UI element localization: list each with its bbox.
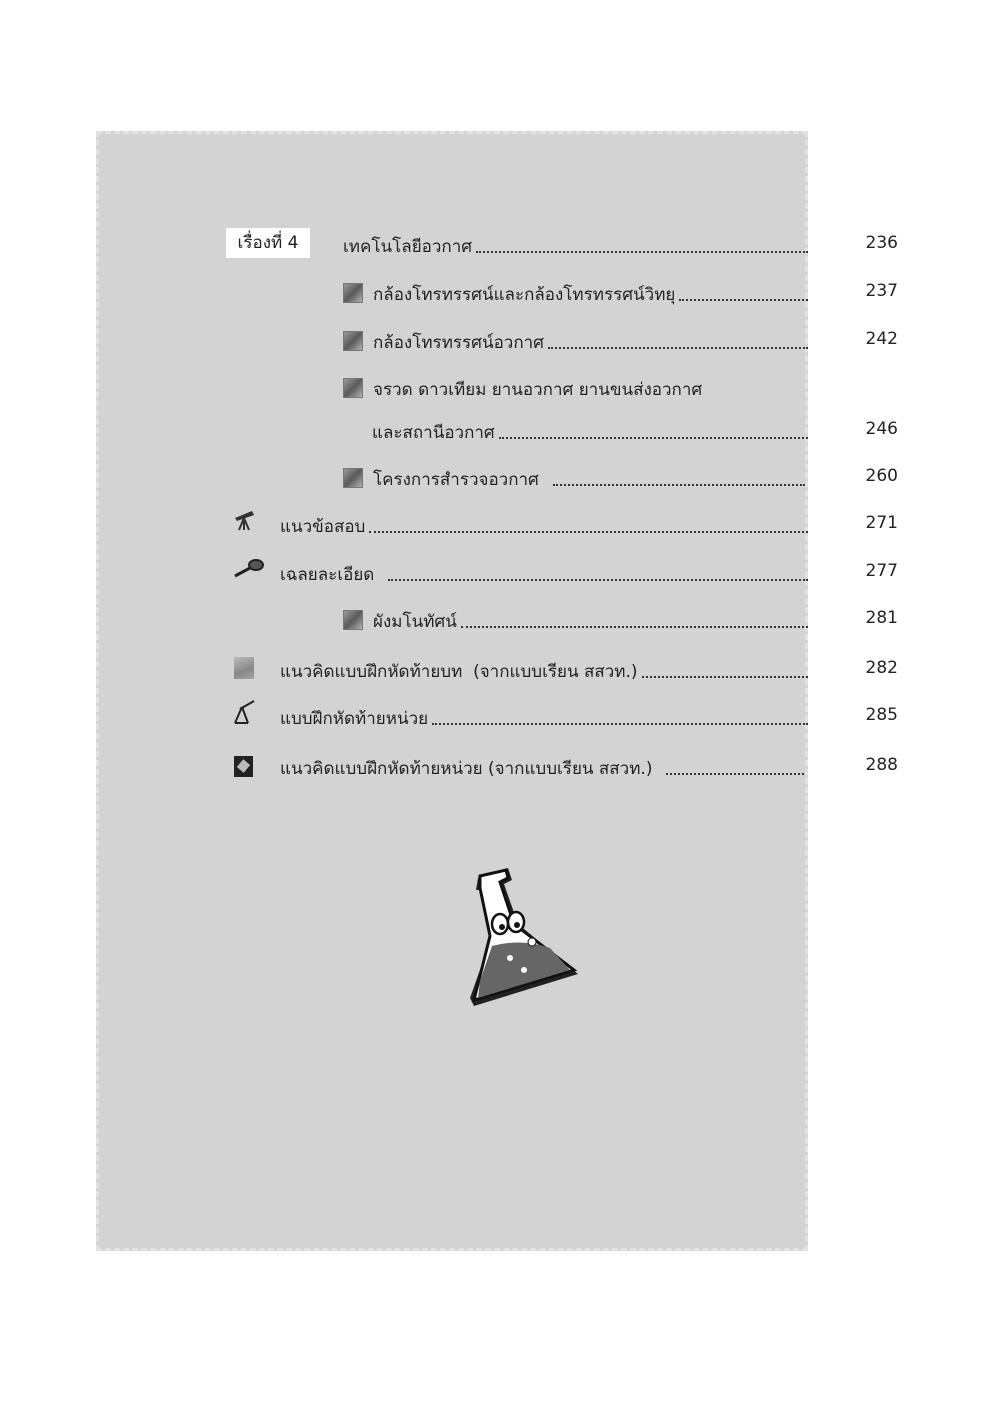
picture-bullet-icon <box>343 378 363 398</box>
toc-entry[interactable] <box>280 508 808 538</box>
page-number: 288 <box>865 755 898 775</box>
dot-leader <box>553 484 805 486</box>
page-number: 246 <box>865 419 898 439</box>
picture-bullet-icon <box>343 331 363 351</box>
toc-entry[interactable] <box>280 653 808 683</box>
dot-leader <box>388 579 808 581</box>
dot-leader <box>369 531 808 533</box>
chapter-label: เรื่องที่ 4 <box>226 228 310 258</box>
entry-title: กล้องโทรทรรศน์และกล้องโทรทรรศน์วิทยุ <box>373 285 676 305</box>
entry-title: แนวคิดแบบฝึกหัดท้ายบท (จากแบบเรียน สสวท.) <box>280 662 638 682</box>
page-number: 236 <box>865 233 898 253</box>
toc-entry[interactable] <box>343 324 808 354</box>
page-number: 277 <box>865 561 898 581</box>
flask-mascot-illustration <box>462 866 584 1008</box>
entry-title: ผังมโนทัศน์ <box>373 612 457 632</box>
entry-title: จรวด ดาวเทียม ยานอวกาศ ยานขนส่งอวกาศ <box>373 380 703 400</box>
dot-leader <box>499 437 808 439</box>
toc-entry[interactable] <box>343 461 805 491</box>
tripod-telescope-icon <box>232 700 256 724</box>
picture-icon <box>234 657 254 679</box>
toc-entry[interactable] <box>343 276 808 306</box>
dot-leader <box>432 723 808 725</box>
toc-entry-continued[interactable] <box>372 414 808 444</box>
entry-title: และสถานีอวกาศ <box>372 423 495 443</box>
toc-entry[interactable] <box>343 603 808 633</box>
page-number: 260 <box>865 466 898 486</box>
dot-leader <box>548 347 808 349</box>
entry-title: แนวคิดแบบฝึกหัดท้ายหน่วย (จากแบบเรียน สสวท.) <box>280 759 653 779</box>
telescope-icon <box>232 508 256 532</box>
entry-title: โครงการสำรวจอวกาศ <box>373 470 539 490</box>
dot-leader <box>461 626 808 628</box>
page-number: 281 <box>865 608 898 628</box>
dot-leader <box>666 773 804 775</box>
entry-title: แบบฝึกหัดท้ายหน่วย <box>280 709 429 729</box>
page-number: 237 <box>865 281 898 301</box>
page-number: 282 <box>865 658 898 678</box>
page-number: 242 <box>865 329 898 349</box>
page-number: 285 <box>865 705 898 725</box>
entry-title: เฉลยละเอียด <box>280 565 375 585</box>
entry-title: แนวข้อสอบ <box>280 517 366 537</box>
toc-entry[interactable] <box>343 371 808 401</box>
entry-title: กล้องโทรทรรศน์อวกาศ <box>373 333 544 353</box>
magnifier-icon <box>232 557 264 581</box>
toc-entry[interactable] <box>343 228 808 258</box>
toc-entry[interactable] <box>280 556 808 586</box>
toc-entry[interactable] <box>280 700 808 730</box>
picture-bullet-icon <box>343 283 363 303</box>
dot-leader <box>679 299 808 301</box>
toc-entry[interactable] <box>280 750 804 780</box>
page-number: 271 <box>865 513 898 533</box>
picture-bullet-icon <box>343 468 363 488</box>
satellite-icon <box>234 756 253 777</box>
entry-title: เทคโนโลยีอวกาศ <box>343 237 473 257</box>
picture-bullet-icon <box>343 610 363 630</box>
dot-leader <box>476 251 808 253</box>
dot-leader <box>642 676 808 678</box>
